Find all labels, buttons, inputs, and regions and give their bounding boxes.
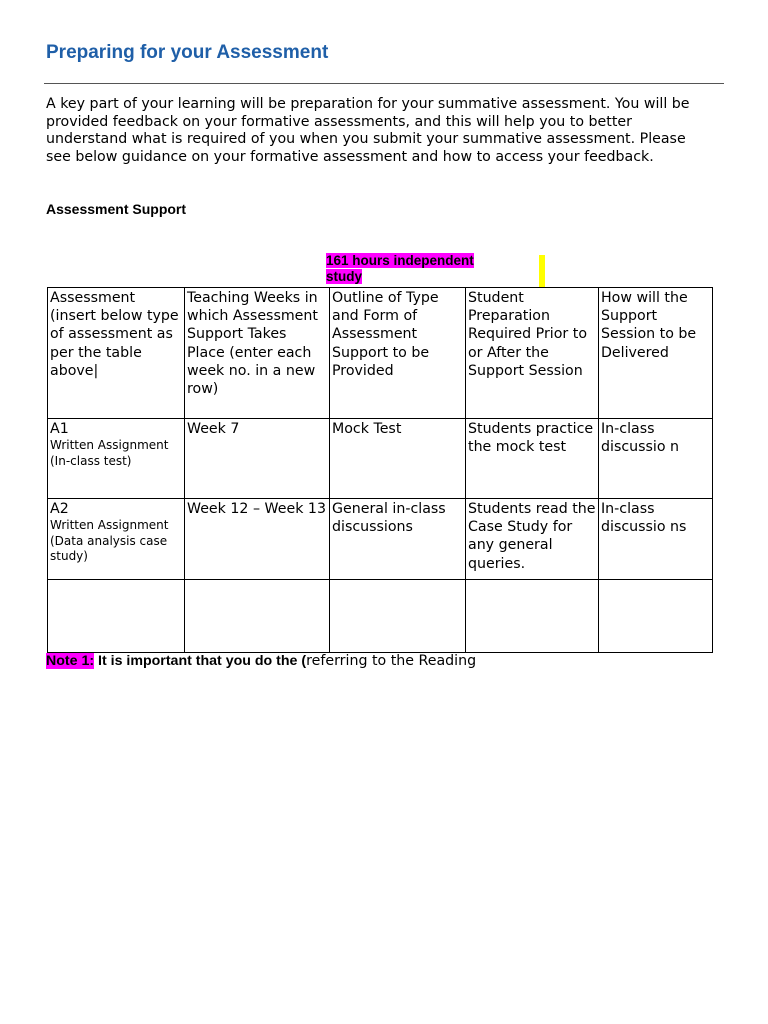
note-1: [46, 653, 476, 669]
cell-delivery: In-class discussio ns: [599, 499, 713, 580]
assessment-description: Written Assignment (Data analysis case study): [50, 518, 169, 564]
title-divider: [44, 83, 724, 84]
cell-weeks: Week 7: [185, 419, 330, 499]
header-teaching-weeks: Teaching Weeks in which Assessment Support Takes Place (enter each week no. in a new row): [185, 288, 330, 419]
cell-weeks: Week 12 – Week 13: [185, 499, 330, 580]
table-row: [48, 499, 713, 580]
assessment-description: Written Assignment (In-class test): [50, 438, 169, 468]
cell-preparation: Students read the Case Study for any general queries.: [466, 499, 599, 580]
independent-study-note: [326, 253, 496, 285]
header-support-outline: Outline of Type and Form of Assessment Support to be Provided: [330, 288, 466, 419]
assessment-code: A1: [50, 421, 69, 437]
independent-study-text: 161 hours independent study: [326, 253, 474, 284]
header-student-preparation: Student Preparation Required Prior to or After the Support Session: [466, 288, 599, 419]
empty-cell: [466, 580, 599, 653]
table-header-row: [48, 288, 713, 419]
note-text: referring to the Reading: [306, 653, 477, 669]
cell-assessment: [48, 499, 185, 580]
assessment-support-table: [47, 287, 713, 653]
assessment-support-heading: Assessment Support: [46, 201, 187, 217]
yellow-highlight-mark: [539, 255, 545, 287]
cell-assessment: [48, 419, 185, 499]
cell-outline: General in-class discussions: [330, 499, 466, 580]
note-label: Note 1:: [46, 653, 95, 669]
header-assessment: Assessment (insert below type of assessment as per the table above|: [48, 288, 185, 419]
table-row: [48, 419, 713, 499]
empty-cell: [185, 580, 330, 653]
cell-outline: Mock Test: [330, 419, 466, 499]
header-delivery: How will the Support Session to be Delivered: [599, 288, 713, 419]
intro-paragraph: A key part of your learning will be preparation for your summative assessment. You will be provided feedback on your formative assessments, and this will help you to better understand what is required of you when you submit your summative assessment. Please see below guidance on your formative assessment and how to access your feedback.: [46, 96, 690, 165]
table-row-empty: [48, 580, 713, 653]
empty-cell: [330, 580, 466, 653]
page-title: Preparing for your Assessment: [46, 42, 329, 63]
cell-delivery: In-class discussio n: [599, 419, 713, 499]
note-bold-text: It is important that you do the (: [94, 653, 307, 669]
empty-cell: [599, 580, 713, 653]
assessment-code: A2: [50, 501, 69, 517]
cell-preparation: Students practice the mock test: [466, 419, 599, 499]
empty-cell: [48, 580, 185, 653]
